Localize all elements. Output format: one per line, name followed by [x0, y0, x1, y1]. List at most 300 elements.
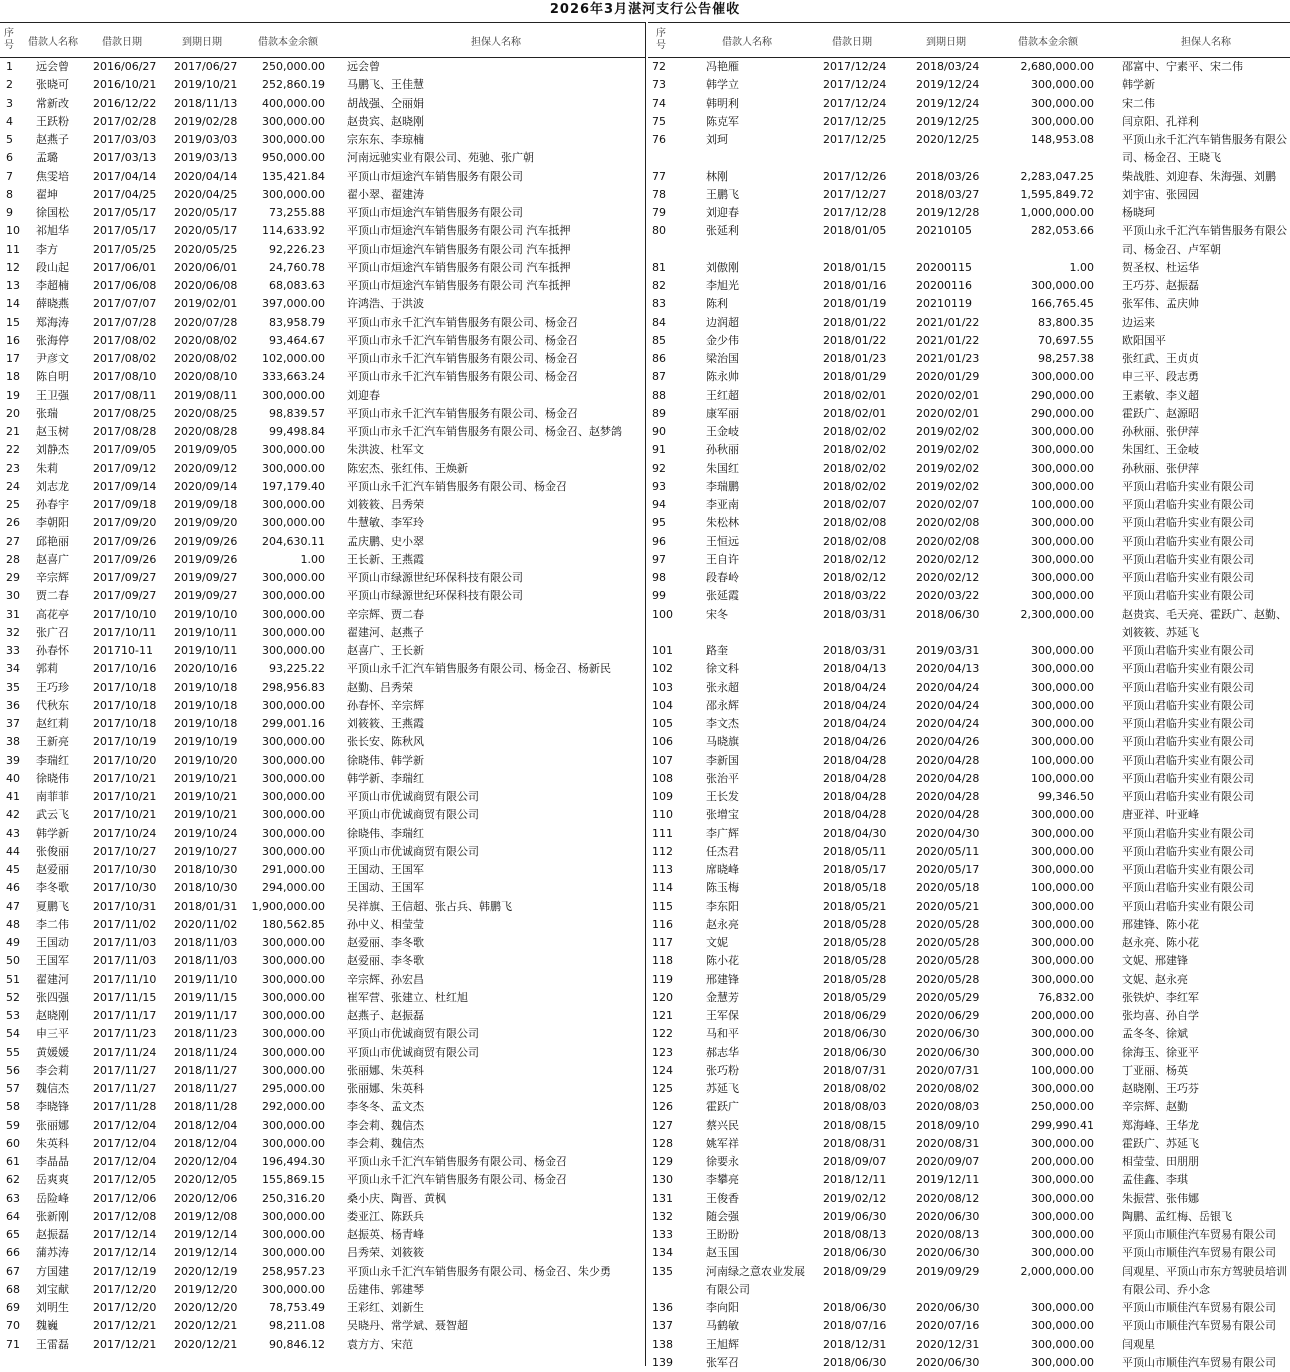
due-date: 2018/11/23 [174, 1027, 238, 1041]
row-number: 118 [652, 954, 673, 968]
loan-balance: 300,000.00 [262, 753, 325, 767]
table-row [648, 879, 1290, 897]
loan-balance: 300,000.00 [262, 516, 325, 530]
table-row [648, 806, 1290, 824]
due-date: 2019/10/11 [174, 644, 238, 657]
loan-balance: 93,225.22 [269, 662, 325, 676]
guarantor-name: 徐晓伟、韩学新 [347, 753, 424, 767]
loan-balance: 300,000.00 [262, 790, 325, 803]
table-row [0, 533, 645, 551]
guarantor-name: 朱洪波、杜军文 [347, 443, 424, 457]
header-due-date: 到期日期 [182, 36, 222, 48]
guarantor-name: 平顶山市永千汇汽车销售服务有限公司、杨金召 [347, 315, 578, 329]
due-date: 2018/03/24 [916, 60, 980, 73]
table-row [0, 350, 645, 368]
borrower-name: 王军保 [706, 1009, 739, 1022]
borrower-name: 尹彦文 [36, 352, 69, 365]
row-number: 60 [6, 1136, 20, 1150]
guarantor-name: 孙秋丽、张伊萍 [1122, 425, 1199, 438]
table-row [0, 314, 645, 332]
table-row [0, 898, 645, 916]
guarantor-name: 吴晓丹、常学斌、聂智超 [347, 1319, 468, 1333]
header-seq: 序号 [4, 28, 14, 51]
guarantor-name: 平顶山市绿源世纪环保科技有限公司 [347, 589, 523, 603]
table-row [0, 423, 645, 441]
loan-date: 2017/08/28 [93, 425, 157, 438]
loan-balance: 100,000.00 [1031, 771, 1094, 785]
loan-date: 2017/12/21 [93, 1319, 157, 1333]
header-borrower: 借款人名称 [722, 36, 772, 48]
loan-date: 2017/12/06 [93, 1191, 157, 1205]
due-date: 2019/08/11 [174, 388, 238, 402]
due-date: 2018/11/28 [174, 1100, 238, 1114]
due-date: 2020/04/28 [916, 790, 980, 803]
table-row [648, 259, 1290, 277]
guarantor-name: 平顶山市绿源世纪环保科技有限公司 [347, 571, 523, 584]
loan-date: 2016/10/21 [93, 78, 157, 92]
due-date: 2018/01/31 [174, 899, 238, 913]
guarantor-name: 平顶山永千汇汽车销售服务有限公司、杨金召 [347, 1173, 567, 1187]
borrower-name: 王雷磊 [36, 1337, 69, 1351]
loan-balance: 1.00 [1069, 260, 1094, 274]
loan-balance: 300,000.00 [1031, 1045, 1094, 1059]
guarantor-name: 朱国红、王金岐 [1122, 443, 1199, 457]
borrower-name: 梁治国 [706, 352, 739, 365]
borrower-name: 段春岭 [706, 571, 739, 584]
due-date: 2019/10/10 [174, 607, 238, 621]
table-row [648, 1117, 1290, 1135]
due-date: 2019/09/26 [174, 552, 238, 566]
guarantor-name: 朱振营、张伟娜 [1122, 1191, 1199, 1205]
guarantor-name: 平顶山市优诚商贸有限公司 [347, 808, 479, 822]
borrower-name: 马鹤敏 [706, 1319, 739, 1333]
due-date: 2018/09/10 [916, 1118, 980, 1132]
borrower-name: 南菲菲 [36, 790, 69, 803]
due-date: 2019/09/20 [174, 516, 238, 530]
guarantor-name: 张红武、王贞贞 [1122, 352, 1199, 365]
row-number: 108 [652, 771, 673, 785]
loan-balance: 300,000.00 [1031, 552, 1094, 566]
loan-balance: 300,000.00 [262, 972, 325, 986]
due-date: 2019/12/28 [916, 206, 980, 219]
loan-date: 2018/04/26 [823, 735, 887, 749]
table-row [0, 861, 645, 879]
due-date: 2020/05/25 [174, 242, 238, 256]
borrower-name: 李超楠 [36, 279, 69, 292]
loan-balance: 100,000.00 [1031, 753, 1094, 767]
row-number: 26 [6, 516, 20, 530]
loan-date: 2018/04/24 [823, 717, 887, 730]
guarantor-name: 平顶山市永千汇汽车销售服务有限公司、杨金召 [347, 352, 578, 365]
due-date: 2020/06/08 [174, 279, 238, 292]
loan-date: 2018/06/30 [823, 1301, 887, 1314]
loan-balance: 155,869.15 [262, 1173, 325, 1187]
borrower-name: 赵振磊 [36, 1228, 69, 1241]
loan-balance: 300,000.00 [1031, 1355, 1094, 1369]
borrower-name: 李向阳 [706, 1301, 739, 1314]
due-date: 2019/09/18 [174, 498, 238, 511]
loan-balance: 300,000.00 [1031, 917, 1094, 931]
row-number: 56 [6, 1063, 20, 1077]
table-row [0, 241, 645, 259]
borrower-name: 陈自明 [36, 370, 69, 384]
table-row [648, 752, 1290, 770]
guarantor-name: 赵振英、杨青峰 [347, 1228, 424, 1241]
borrower-name: 刘志龙 [36, 479, 69, 493]
row-number: 15 [6, 315, 20, 329]
loan-balance: 68,083.63 [269, 279, 325, 292]
loan-balance: 300,000.00 [262, 1282, 325, 1296]
table-row [648, 861, 1290, 879]
loan-balance: 300,000.00 [262, 844, 325, 858]
row-number: 38 [6, 735, 20, 749]
borrower-name: 孙秋丽 [706, 443, 739, 457]
table-row [648, 697, 1290, 715]
due-date: 2020/12/21 [174, 1319, 238, 1333]
borrower-name: 蒲苏涛 [36, 1246, 69, 1260]
loan-date: 2017/04/14 [93, 169, 157, 183]
guarantor-name: 贺圣权、杜运华 [1122, 260, 1199, 274]
table-row [0, 514, 645, 532]
loan-balance: 300,000.00 [1031, 863, 1094, 876]
loan-date: 2017/08/02 [93, 352, 157, 365]
loan-date: 2018/06/30 [823, 1045, 887, 1059]
loan-date: 2017/08/10 [93, 370, 157, 384]
table-row [648, 113, 1290, 131]
table-row [648, 1025, 1290, 1043]
borrower-name: 李二伟 [36, 917, 69, 931]
row-number: 139 [652, 1355, 673, 1369]
loan-date: 2018/04/13 [823, 662, 887, 676]
guarantor-name: 平顶山君临升实业有限公司 [1122, 863, 1254, 876]
row-number: 50 [6, 954, 20, 968]
loan-balance: 300,000.00 [1031, 954, 1094, 968]
row-number: 109 [652, 790, 673, 803]
borrower-name: 张海停 [36, 333, 69, 347]
row-number: 51 [6, 972, 20, 986]
borrower-name: 文妮 [706, 936, 728, 949]
due-date: 2021/01/22 [916, 315, 980, 329]
borrower-name: 李会莉 [36, 1063, 69, 1077]
guarantor-name: 相莹莹、田朋朋 [1122, 1155, 1199, 1168]
loan-balance: 300,000.00 [262, 808, 325, 822]
loan-balance: 300,000.00 [1031, 534, 1094, 548]
due-date: 2020/04/30 [916, 826, 980, 840]
header-balance: 借款本金余额 [258, 36, 318, 48]
due-date: 2019/11/17 [174, 1009, 238, 1022]
guarantor-name: 赵晓刚、王巧芬 [1122, 1082, 1199, 1095]
table-row [648, 788, 1290, 806]
row-number: 127 [652, 1118, 673, 1132]
table-row [648, 204, 1290, 222]
due-date: 2020/05/28 [916, 936, 980, 949]
loan-date: 2017/11/03 [93, 936, 157, 949]
due-date: 2020/04/28 [916, 753, 980, 767]
loan-balance: 300,000.00 [1031, 899, 1094, 913]
due-date: 2020/04/28 [916, 808, 980, 822]
loan-date: 2018/02/01 [823, 388, 887, 402]
row-number: 43 [6, 826, 20, 840]
guarantor-name: 平顶山君临升实业有限公司 [1122, 881, 1254, 895]
due-date: 2019/12/25 [916, 114, 980, 128]
table-row [648, 1062, 1290, 1080]
table-row [648, 1044, 1290, 1062]
borrower-name: 郭莉 [36, 662, 58, 676]
table-row [0, 806, 645, 824]
table-row [648, 606, 1290, 643]
loan-date: 2017/03/13 [93, 151, 157, 165]
due-date: 2020/04/24 [916, 717, 980, 730]
loan-date: 2017/09/05 [93, 443, 157, 457]
loan-balance: 300,000.00 [262, 187, 325, 201]
row-number: 99 [652, 589, 666, 603]
guarantor-name: 崔军营、张建立、杜红旭 [347, 990, 468, 1004]
loan-balance: 2,283,047.25 [1020, 169, 1094, 183]
loan-balance: 300,000.00 [262, 498, 325, 511]
loan-balance: 300,000.00 [1031, 425, 1094, 438]
loan-balance: 291,000.00 [262, 863, 325, 876]
borrower-name: 河南绿之意农业发展有限公司 [706, 1264, 805, 1296]
due-date: 2020/08/10 [174, 370, 238, 384]
table-row [648, 551, 1290, 569]
guarantor-name: 平顶山市顺佳汽车贸易有限公司 [1122, 1319, 1276, 1333]
loan-balance: 300,000.00 [1031, 1246, 1094, 1260]
guarantor-name: 欧阳国平 [1122, 333, 1166, 347]
loan-date: 2018/02/07 [823, 498, 887, 511]
guarantor-name: 平顶山市永千汇汽车销售服务有限公司、杨金召 [347, 370, 578, 384]
row-number: 78 [652, 187, 666, 201]
row-number: 134 [652, 1246, 673, 1260]
row-number: 47 [6, 899, 20, 913]
due-date: 2020/05/17 [174, 206, 238, 219]
borrower-name: 陈利 [706, 297, 728, 311]
table-row [648, 76, 1290, 94]
borrower-name: 魏信杰 [36, 1082, 69, 1095]
header-balance: 借款本金余额 [1018, 36, 1078, 48]
guarantor-name: 辛宗辉、赵勤 [1122, 1100, 1188, 1114]
loan-balance: 290,000.00 [1031, 406, 1094, 420]
due-date: 2020/06/30 [916, 1027, 980, 1041]
due-date: 2020/05/28 [916, 954, 980, 968]
borrower-name: 代秋东 [36, 698, 69, 712]
loan-balance: 300,000.00 [1031, 717, 1094, 730]
borrower-name: 张增宝 [706, 808, 739, 822]
table-row [0, 934, 645, 952]
row-number: 74 [652, 96, 666, 110]
due-date: 2019/09/26 [174, 534, 238, 548]
loan-date: 2017/12/25 [823, 114, 887, 128]
table-row [0, 1062, 645, 1080]
table-row [648, 441, 1290, 459]
table-row [0, 113, 645, 131]
table-row [648, 587, 1290, 605]
due-date: 2020/12/21 [174, 1337, 238, 1351]
due-date: 2020/04/26 [916, 735, 980, 749]
table-header [0, 22, 645, 58]
due-date: 2018/11/13 [174, 96, 238, 110]
row-number: 54 [6, 1027, 20, 1041]
row-number: 135 [652, 1264, 673, 1278]
guarantor-name: 赵勤、吕秀荣 [347, 680, 413, 694]
borrower-name: 金少伟 [706, 333, 739, 347]
row-number: 90 [652, 425, 666, 438]
table-row [0, 1044, 645, 1062]
borrower-name: 翟坤 [36, 187, 58, 201]
row-number: 5 [6, 133, 13, 146]
borrower-name: 王国军 [36, 954, 69, 968]
due-date: 2020/05/17 [916, 863, 980, 876]
borrower-name: 刘明生 [36, 1301, 69, 1314]
guarantor-name: 牛慧敏、李军玲 [347, 516, 424, 530]
guarantor-name: 平顶山永千汇汽车销售服务有限公司、杨金召 [347, 479, 567, 493]
table-row [0, 989, 645, 1007]
due-date: 2018/10/30 [174, 863, 238, 876]
row-number: 37 [6, 717, 20, 730]
due-date: 2020/08/02 [916, 1082, 980, 1095]
row-number: 45 [6, 863, 20, 876]
guarantor-name: 平顶山市永千汇汽车销售服务有限公司、杨金召 [347, 406, 578, 420]
header-guarantor: 担保人名称 [1181, 36, 1231, 48]
borrower-name: 翟建河 [36, 972, 69, 986]
row-number: 100 [652, 607, 673, 621]
loan-date: 2018/04/28 [823, 771, 887, 785]
loan-balance: 83,800.35 [1038, 315, 1094, 329]
borrower-name: 赵红莉 [36, 717, 69, 730]
loan-date: 2018/05/28 [823, 936, 887, 949]
row-number: 63 [6, 1191, 20, 1205]
table-row [648, 898, 1290, 916]
row-number: 13 [6, 279, 20, 292]
loan-balance: 300,000.00 [262, 1228, 325, 1241]
loan-balance: 100,000.00 [1031, 498, 1094, 511]
due-date: 2019/12/08 [174, 1209, 238, 1223]
loan-balance: 300,000.00 [262, 644, 325, 657]
row-number: 28 [6, 552, 20, 566]
loan-balance: 300,000.00 [1031, 936, 1094, 949]
loan-date: 2019/02/12 [823, 1191, 887, 1205]
table-row [648, 1098, 1290, 1116]
table-row [648, 387, 1290, 405]
due-date: 2020/02/01 [916, 388, 980, 402]
loan-date: 2017/12/04 [93, 1136, 157, 1150]
row-number: 42 [6, 808, 20, 822]
borrower-name: 席晓峰 [706, 863, 739, 876]
table-row [648, 295, 1290, 313]
loan-balance: 300,000.00 [262, 1246, 325, 1260]
due-date: 20210119 [916, 297, 972, 311]
guarantor-name: 平顶山君临升实业有限公司 [1122, 717, 1254, 730]
borrower-name: 李瑞红 [36, 753, 69, 767]
borrower-name: 王新亮 [36, 735, 69, 749]
table-row [648, 131, 1290, 168]
guarantor-name: 刘筱筱、吕秀荣 [347, 498, 424, 511]
guarantor-name: 申三平、段志勇 [1122, 370, 1199, 384]
borrower-name: 马晓旗 [706, 735, 739, 749]
borrower-name: 张丽娜 [36, 1118, 69, 1132]
table-row [0, 441, 645, 459]
borrower-name: 孙春宇 [36, 498, 69, 511]
row-number: 19 [6, 388, 20, 402]
guarantor-name: 马鹏飞、王佳慧 [347, 78, 424, 92]
due-date: 2019/02/02 [916, 461, 980, 475]
guarantor-name: 平顶山君临升实业有限公司 [1122, 680, 1254, 694]
row-number: 1 [6, 60, 13, 73]
loan-date: 2018/05/18 [823, 881, 887, 895]
row-number: 113 [652, 863, 673, 876]
row-number: 18 [6, 370, 20, 384]
loan-date: 2018/02/01 [823, 406, 887, 420]
due-date: 2019/10/18 [174, 698, 238, 712]
loan-date: 2017/10/24 [93, 826, 157, 840]
loan-balance: 1,000,000.00 [1020, 206, 1094, 219]
row-number: 124 [652, 1063, 673, 1077]
loan-balance: 300,000.00 [1031, 516, 1094, 530]
due-date: 2019/12/20 [174, 1282, 238, 1296]
loan-date: 2018/05/28 [823, 954, 887, 968]
borrower-name: 刘静杰 [36, 443, 69, 457]
guarantor-name: 徐海玉、徐亚平 [1122, 1045, 1199, 1059]
loan-date: 2017/12/20 [93, 1301, 157, 1314]
loan-date: 2017/10/20 [93, 753, 157, 767]
loan-balance: 100,000.00 [1031, 1063, 1094, 1077]
due-date: 2020/03/22 [916, 589, 980, 603]
due-date: 2020/12/05 [174, 1173, 238, 1187]
loan-balance: 300,000.00 [1031, 680, 1094, 694]
guarantor-name: 赵爱丽、李冬歌 [347, 954, 424, 968]
borrower-name: 王鹏飞 [706, 187, 739, 201]
loan-balance: 93,464.67 [269, 333, 325, 347]
borrower-name: 宋冬 [706, 607, 728, 621]
guarantor-name: 孙秋丽、张伊萍 [1122, 461, 1199, 475]
guarantor-name: 刘宇宙、张园园 [1122, 187, 1199, 201]
row-number: 120 [652, 990, 673, 1004]
borrower-name: 张治平 [706, 771, 739, 785]
row-number: 111 [652, 826, 673, 840]
borrower-name: 岳险峰 [36, 1191, 69, 1205]
loan-date: 2018/02/02 [823, 425, 887, 438]
borrower-name: 徐国松 [36, 206, 69, 219]
loan-date: 2017/05/25 [93, 242, 157, 256]
table-row [648, 971, 1290, 989]
row-number: 10 [6, 224, 20, 238]
loan-date: 2017/10/31 [93, 899, 157, 913]
row-number: 79 [652, 206, 666, 219]
loan-date: 2018/05/28 [823, 972, 887, 986]
row-number: 61 [6, 1155, 20, 1168]
loan-balance: 299,990.41 [1031, 1118, 1094, 1132]
loan-date: 2018/03/22 [823, 589, 887, 603]
row-number: 12 [6, 260, 20, 274]
due-date: 2020/08/25 [174, 406, 238, 420]
row-number: 107 [652, 753, 673, 767]
borrower-name: 王恒远 [706, 534, 739, 548]
guarantor-name: 李会莉、魏信杰 [347, 1118, 424, 1132]
row-number: 85 [652, 333, 666, 347]
loan-date: 2018/05/17 [823, 863, 887, 876]
row-number: 2 [6, 78, 13, 92]
guarantor-name: 赵贵宾、毛天亮、霍跃广、赵勤、刘筱筱、苏延飞 [1122, 607, 1287, 639]
borrower-name: 康军丽 [706, 406, 739, 420]
due-date: 2018/03/26 [916, 169, 980, 183]
guarantor-name: 孙中义、相莹莹 [347, 917, 424, 931]
due-date: 2020/07/16 [916, 1319, 980, 1333]
row-number: 95 [652, 516, 666, 530]
guarantor-name: 平顶山市优诚商贸有限公司 [347, 1027, 479, 1041]
guarantor-name: 平顶山君临升实业有限公司 [1122, 698, 1254, 712]
row-number: 98 [652, 571, 666, 584]
guarantor-name: 霍跃广、赵源昭 [1122, 406, 1199, 420]
row-number: 91 [652, 443, 666, 457]
